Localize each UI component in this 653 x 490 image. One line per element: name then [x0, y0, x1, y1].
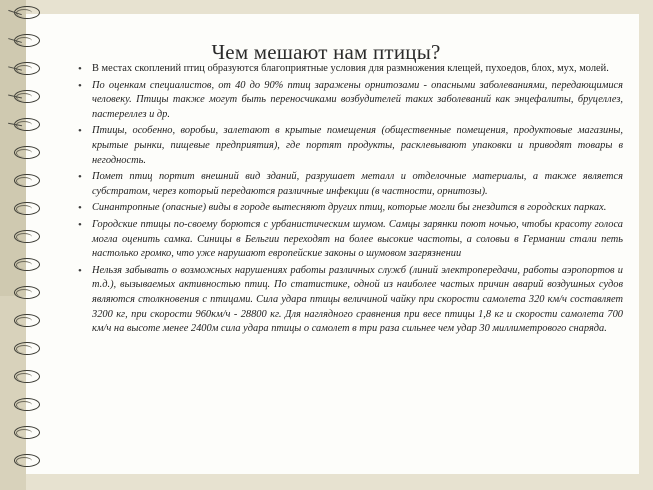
list-item: [78, 201, 623, 216]
list-item: [78, 79, 623, 123]
list-item-text: Птицы, особенно, воробьи, залетают в крытые помещения (общественные помещения, продуктовые магазины, крытые рынки, пищевые предприятия), где портят продукты, расклевывают упаковки и приводят товары в негодность.: [92, 125, 623, 166]
bullet-dot-icon: •: [78, 79, 82, 92]
list-item-text: Помет птиц портит внешний вид зданий, разрушает металл и отделочные материалы, а также является субстратом, через который передаются различные инфекции (в частности, орнитозы).: [92, 171, 623, 197]
list-item: [78, 62, 623, 77]
bullet-dot-icon: •: [78, 218, 82, 231]
list-item-text: Городские птицы по-своему борются с урбанистическим шумом. Самцы зарянки поют ночью, чтобы красоту голоса могла оценить самка. Синицы в Бельгии переходят на более высокие частоты, а соловьи в Германии стали петь настолько громко, что уже нарушают европейские законы о шумовом загрязнении: [92, 218, 623, 260]
list-item: [78, 124, 623, 168]
bullet-dot-icon: •: [78, 63, 82, 75]
list-item: [78, 218, 623, 262]
frame-band-left-upper: [0, 0, 26, 296]
bullet-dot-icon: •: [78, 202, 82, 215]
list-item-text: В местах скоплений птиц образуются благоприятные условия для размножения клещей, пухоедов, блох, мух, молей.: [92, 63, 609, 74]
frame-band-right: [639, 0, 653, 490]
page-title: Чем мешают нам птицы?: [211, 40, 441, 65]
bullet-dot-icon: •: [78, 125, 82, 138]
frame-band-left-lower: [0, 296, 26, 490]
bullet-dot-icon: •: [78, 171, 82, 184]
frame-band-top: [0, 0, 653, 14]
list-item-text: Нельзя забывать о возможных нарушениях работы различных служб (линий электропередачи, работы аэропортов и т.д.), вызываемых активностью птиц. По статистике, одной из наиболее частых причин аварий воздушных судов являются столкновения с птицами. Сила удара птицы величиной чайку при скорости самолета 320 км/ч составляет 3200 кг, при скорости 960км/ч - 28800 кг. Для наглядного сравнения при весе птицы 1,8 кг и скорости самолета 700 км/ч на высоте менее 2400м сила удара птицы о самолет в три раза сильнее чем удар 30 миллиметрового снаряда.: [92, 264, 623, 335]
bullet-list: [78, 62, 623, 339]
bullet-dot-icon: •: [78, 264, 82, 277]
frame-band-bottom: [0, 474, 653, 490]
list-item: [78, 264, 623, 337]
list-item-text: По оценкам специалистов, от 40 до 90% птиц заражены орнитозами - опасными заболеваниями, передающимися человеку. Птицы также могут быть переносчиками возбудителей таких заболеваний как энцефалиты, бруцеллез, пастереллез и др.: [92, 79, 623, 120]
list-item-text: Синантропные (опасные) виды в городе вытесняют других птиц, которые могли бы гнездится в городских парках.: [92, 202, 607, 214]
list-item: [78, 170, 623, 199]
